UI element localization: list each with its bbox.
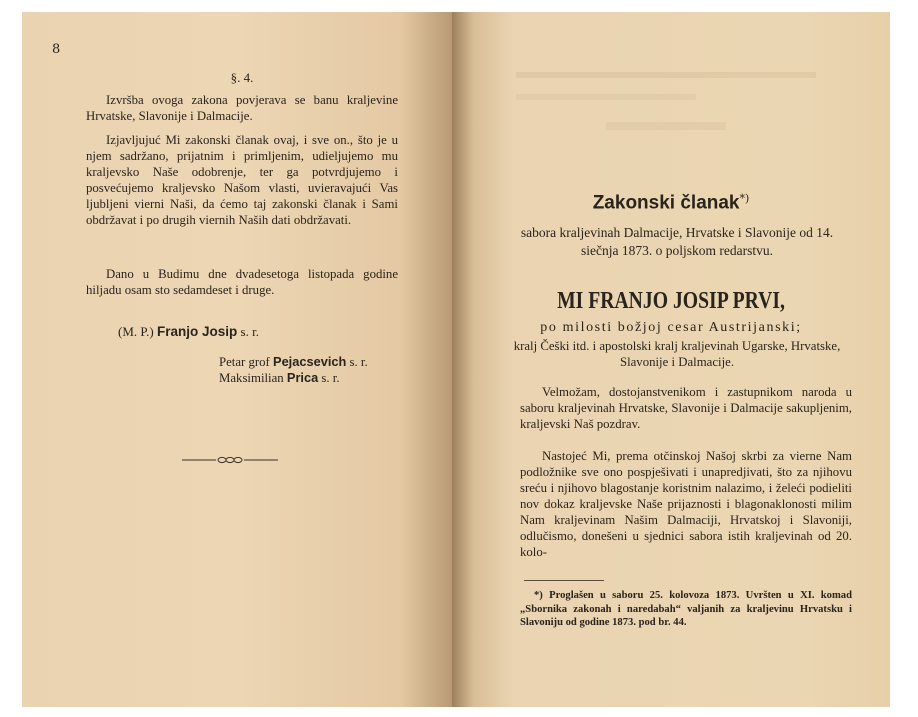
act-subtitle: sabora kraljevinah Dalmacije, Hrvatske i Slavonije od 14. siečnja 1873. o poljskom redarstvu.	[520, 225, 834, 258]
signature-emperor	[118, 324, 259, 340]
left-page	[22, 12, 452, 707]
body-paragraph: Nastojeć Mi, prema otčinskoj Našoj skrbi za vierne Nam podložnike sve ono pospješivati i unapredjivati, što za njihovu sreću i njihovo blagostanje koristnim nalazimo, i želeći podieliti nov dokaz kraljevske Naše prijaznosti i blagonaklonosti milim Nam kraljevinam Našim Dalmaciji, Hrvatskoj i Slavoniji, odlučismo, donešeni u sjednici sabora istih kraljevinah od 20. kolo-	[520, 449, 852, 559]
section-heading: §. 4.	[230, 70, 254, 85]
bleed-through-text	[516, 72, 836, 142]
footnote-rule	[524, 580, 604, 581]
page-number: 8	[52, 42, 61, 57]
paragraph-execution: Izvršba ovoga zakona povjerava se banu kraljevine Hrvatske, Slavonije i Dalmacije.	[86, 93, 398, 123]
book-spread	[22, 12, 890, 707]
footnote: *) Proglašen u saboru 25. kolovoza 1873. Uvršten u XI. komad „Sbornika zakonah i naredabah“ valjanih za kraljevinu Hrvatsku i Slavoniju od godine 1873. pod br. 44.	[520, 590, 852, 628]
grace-line: po milosti božjoj cesar Austrijanski;	[540, 320, 802, 335]
countersignature-prica: Maksimilian Prica s. r.	[219, 370, 340, 385]
countersignatures	[219, 354, 368, 386]
act-title: Zakonski članak*)	[592, 192, 750, 214]
ornament-divider-icon	[182, 454, 278, 466]
signature-suffix: s. r.	[240, 324, 259, 339]
countersignature-pejacsevich: Petar grof Pejacsevich s. r.	[219, 354, 368, 369]
paragraph-declaration: Izjavljujuć Mi zakonski članak ovaj, i sve on., što je u njem sadržano, prijatnim i primljenim, udieljujemo mu kraljevsko Naše odobrenje, ter ga potvrdjujemo i posvećujemo kraljevsko Našom vlasti, uvieravajući Vas ljubljeni vierni Naši, da ćemo taj zakonski članak i Sami obdržavat i po drugih viernih Naših dati obdržavati.	[86, 133, 398, 227]
royal-titles: kralj Češki itd. i apostolski kralj kraljevinah Ugarske, Hrvatske, Slavonije i Dalmacije.	[513, 339, 841, 369]
right-page	[452, 12, 890, 707]
minister-name: Pejacsevich	[273, 354, 347, 369]
greeting-paragraph: Velmožam, dostojanstvenikom i zastupnikom naroda u saboru kraljevinah Hrvatske, Slavonije i Dalmacije sakupljenim, kraljevski Naš pozdrav.	[520, 385, 852, 431]
paragraph-dating: Dano u Budimu dne dvadesetoga listopada godine hiljadu osam sto sedamdeset i druge.	[86, 267, 398, 297]
emperor-heading: MI FRANJO JOSIP PRVI,	[557, 288, 785, 314]
emperor-name: Franjo Josip	[157, 324, 238, 339]
minister-name: Prica	[286, 370, 319, 385]
seal-mark: (M. P.)	[118, 324, 154, 339]
